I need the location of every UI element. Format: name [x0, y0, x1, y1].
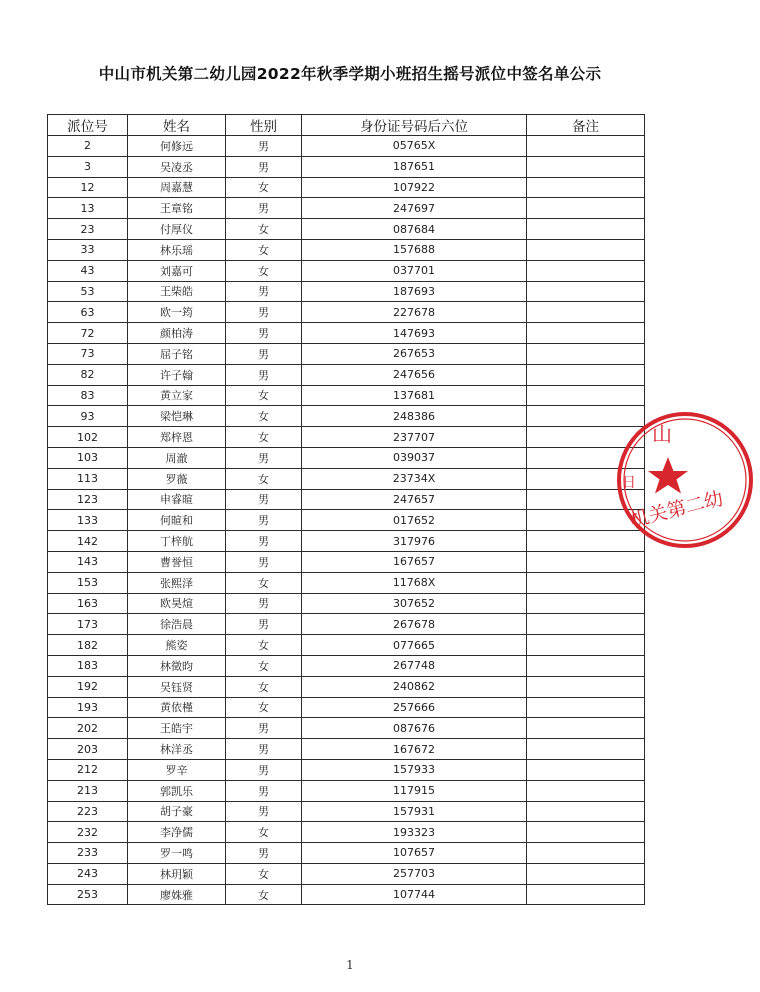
cell-lottery-number: 213: [48, 780, 128, 801]
cell-id-last-six: 257703: [302, 863, 527, 884]
cell-name: 王柴皓: [128, 281, 226, 302]
cell-gender: 女: [226, 635, 302, 656]
cell-gender: 女: [226, 822, 302, 843]
cell-remarks: [527, 739, 645, 760]
cell-id-last-six: 167672: [302, 739, 527, 760]
page-number: 1: [346, 958, 354, 972]
cell-gender: 男: [226, 281, 302, 302]
seal-text-left: 日: [622, 475, 636, 491]
cell-lottery-number: 163: [48, 593, 128, 614]
table-row: [48, 447, 645, 468]
table-row: [48, 801, 645, 822]
cell-lottery-number: 53: [48, 281, 128, 302]
cell-name: 申睿暄: [128, 489, 226, 510]
cell-gender: 男: [226, 156, 302, 177]
cell-remarks: [527, 219, 645, 240]
cell-remarks: [527, 364, 645, 385]
cell-lottery-number: 142: [48, 531, 128, 552]
cell-lottery-number: 113: [48, 468, 128, 489]
cell-gender: 男: [226, 739, 302, 760]
cell-name: 王章铭: [128, 198, 226, 219]
cell-gender: 女: [226, 655, 302, 676]
cell-gender: 男: [226, 531, 302, 552]
cell-gender: 男: [226, 136, 302, 157]
cell-id-last-six: 187693: [302, 281, 527, 302]
cell-lottery-number: 123: [48, 489, 128, 510]
cell-id-last-six: 317976: [302, 531, 527, 552]
cell-remarks: [527, 136, 645, 157]
header-gender: 性别: [226, 115, 302, 136]
cell-name: 黄依槿: [128, 697, 226, 718]
table-row: [48, 323, 645, 344]
table-row: [48, 281, 645, 302]
table-row: [48, 198, 645, 219]
table-row: [48, 697, 645, 718]
table-row: [48, 822, 645, 843]
cell-name: 林洋丞: [128, 739, 226, 760]
cell-gender: 女: [226, 863, 302, 884]
cell-gender: 男: [226, 510, 302, 531]
cell-id-last-six: 107744: [302, 884, 527, 905]
cell-lottery-number: 3: [48, 156, 128, 177]
cell-name: 罗一鸣: [128, 843, 226, 864]
cell-id-last-six: 087684: [302, 219, 527, 240]
table-row: [48, 427, 645, 448]
cell-name: 郭凯乐: [128, 780, 226, 801]
cell-name: 周嘉慧: [128, 177, 226, 198]
cell-id-last-six: 107922: [302, 177, 527, 198]
cell-lottery-number: 182: [48, 635, 128, 656]
cell-lottery-number: 103: [48, 447, 128, 468]
cell-gender: 男: [226, 489, 302, 510]
cell-gender: 男: [226, 198, 302, 219]
cell-id-last-six: 227678: [302, 302, 527, 323]
seal-star-icon: [648, 457, 688, 494]
cell-lottery-number: 203: [48, 739, 128, 760]
table-row: [48, 718, 645, 739]
cell-id-last-six: 307652: [302, 593, 527, 614]
cell-name: 黄立家: [128, 385, 226, 406]
cell-remarks: [527, 801, 645, 822]
cell-name: 曹誉恒: [128, 551, 226, 572]
cell-id-last-six: 157933: [302, 759, 527, 780]
cell-name: 颜柏涛: [128, 323, 226, 344]
cell-remarks: [527, 260, 645, 281]
cell-remarks: [527, 177, 645, 198]
cell-gender: 男: [226, 447, 302, 468]
cell-gender: 女: [226, 406, 302, 427]
seal-text-bottom: 机关第二幼: [627, 487, 726, 532]
document-title: 中山市机关第二幼儿园2022年秋季学期小班招生摇号派位中签名单公示: [98, 65, 602, 83]
cell-remarks: [527, 156, 645, 177]
cell-gender: 男: [226, 551, 302, 572]
table-row: [48, 531, 645, 552]
cell-id-last-six: 017652: [302, 510, 527, 531]
cell-remarks: [527, 572, 645, 593]
cell-name: 胡子豪: [128, 801, 226, 822]
table-row: [48, 551, 645, 572]
table-row: [48, 219, 645, 240]
cell-remarks: [527, 614, 645, 635]
cell-id-last-six: 147693: [302, 323, 527, 344]
table-row: [48, 364, 645, 385]
table-row: [48, 406, 645, 427]
cell-name: 许子翰: [128, 364, 226, 385]
table-body: [48, 136, 645, 905]
table-row: [48, 759, 645, 780]
header-lottery-number: 派位号: [48, 115, 128, 136]
header-name: 姓名: [128, 115, 226, 136]
cell-id-last-six: 248386: [302, 406, 527, 427]
cell-remarks: [527, 822, 645, 843]
cell-gender: 女: [226, 239, 302, 260]
cell-gender: 男: [226, 718, 302, 739]
cell-lottery-number: 33: [48, 239, 128, 260]
table-row: [48, 655, 645, 676]
cell-lottery-number: 83: [48, 385, 128, 406]
cell-gender: 男: [226, 801, 302, 822]
cell-gender: 男: [226, 593, 302, 614]
cell-name: 罗薇: [128, 468, 226, 489]
cell-name: 廖姝雅: [128, 884, 226, 905]
cell-name: 欧昊煊: [128, 593, 226, 614]
cell-remarks: [527, 718, 645, 739]
cell-lottery-number: 173: [48, 614, 128, 635]
cell-lottery-number: 232: [48, 822, 128, 843]
cell-gender: 男: [226, 323, 302, 344]
cell-lottery-number: 93: [48, 406, 128, 427]
cell-lottery-number: 12: [48, 177, 128, 198]
table-row: [48, 385, 645, 406]
table-row: [48, 510, 645, 531]
cell-lottery-number: 82: [48, 364, 128, 385]
cell-lottery-number: 233: [48, 843, 128, 864]
table-row: [48, 136, 645, 157]
cell-gender: 男: [226, 614, 302, 635]
header-remarks: 备注: [527, 115, 645, 136]
cell-id-last-six: 087676: [302, 718, 527, 739]
cell-lottery-number: 143: [48, 551, 128, 572]
admission-list-table: [47, 114, 645, 905]
cell-gender: 女: [226, 385, 302, 406]
table-row: [48, 739, 645, 760]
cell-lottery-number: 193: [48, 697, 128, 718]
cell-remarks: [527, 780, 645, 801]
cell-gender: 男: [226, 843, 302, 864]
cell-remarks: [527, 843, 645, 864]
cell-gender: 男: [226, 759, 302, 780]
cell-remarks: [527, 239, 645, 260]
cell-name: 王皓宇: [128, 718, 226, 739]
cell-remarks: [527, 697, 645, 718]
cell-id-last-six: 11768X: [302, 572, 527, 593]
cell-name: 周澈: [128, 447, 226, 468]
table-row: [48, 676, 645, 697]
cell-name: 林徵昀: [128, 655, 226, 676]
cell-id-last-six: 117915: [302, 780, 527, 801]
cell-gender: 男: [226, 780, 302, 801]
cell-gender: 女: [226, 219, 302, 240]
table-row: [48, 239, 645, 260]
cell-id-last-six: 257666: [302, 697, 527, 718]
cell-name: 吴钰贤: [128, 676, 226, 697]
cell-name: 郑梓恩: [128, 427, 226, 448]
table-row: [48, 343, 645, 364]
cell-name: 屈子铭: [128, 343, 226, 364]
cell-name: 熊姿: [128, 635, 226, 656]
table-row: [48, 260, 645, 281]
cell-name: 林玥颖: [128, 863, 226, 884]
cell-remarks: [527, 593, 645, 614]
cell-id-last-six: 107657: [302, 843, 527, 864]
table-row: [48, 863, 645, 884]
cell-remarks: [527, 323, 645, 344]
cell-gender: 女: [226, 676, 302, 697]
cell-id-last-six: 237707: [302, 427, 527, 448]
cell-lottery-number: 73: [48, 343, 128, 364]
cell-name: 林乐瑶: [128, 239, 226, 260]
cell-lottery-number: 72: [48, 323, 128, 344]
cell-lottery-number: 133: [48, 510, 128, 531]
table-row: [48, 614, 645, 635]
cell-id-last-six: 077665: [302, 635, 527, 656]
table-row: [48, 489, 645, 510]
table-row: [48, 156, 645, 177]
header-id-last-six: 身份证号码后六位: [302, 115, 527, 136]
cell-remarks: [527, 281, 645, 302]
cell-gender: 女: [226, 468, 302, 489]
cell-name: 何修远: [128, 136, 226, 157]
cell-lottery-number: 253: [48, 884, 128, 905]
cell-id-last-six: 157931: [302, 801, 527, 822]
cell-lottery-number: 192: [48, 676, 128, 697]
cell-id-last-six: 267678: [302, 614, 527, 635]
cell-gender: 女: [226, 177, 302, 198]
table-header-row: [48, 115, 645, 136]
table-row: [48, 780, 645, 801]
seal-text-top: 山: [652, 422, 672, 446]
cell-remarks: [527, 863, 645, 884]
cell-id-last-six: 037701: [302, 260, 527, 281]
cell-lottery-number: 153: [48, 572, 128, 593]
cell-name: 付厚仪: [128, 219, 226, 240]
cell-id-last-six: 267748: [302, 655, 527, 676]
cell-id-last-six: 187651: [302, 156, 527, 177]
cell-gender: 女: [226, 884, 302, 905]
cell-remarks: [527, 655, 645, 676]
cell-name: 李净儒: [128, 822, 226, 843]
official-seal-stamp: [610, 405, 760, 555]
cell-lottery-number: 212: [48, 759, 128, 780]
cell-gender: 男: [226, 302, 302, 323]
table-row: [48, 302, 645, 323]
cell-gender: 女: [226, 697, 302, 718]
table-row: [48, 177, 645, 198]
cell-id-last-six: 167657: [302, 551, 527, 572]
cell-gender: 男: [226, 364, 302, 385]
cell-lottery-number: 183: [48, 655, 128, 676]
cell-remarks: [527, 635, 645, 656]
cell-remarks: [527, 343, 645, 364]
cell-id-last-six: 267653: [302, 343, 527, 364]
cell-id-last-six: 23734X: [302, 468, 527, 489]
cell-lottery-number: 202: [48, 718, 128, 739]
cell-id-last-six: 247697: [302, 198, 527, 219]
cell-lottery-number: 223: [48, 801, 128, 822]
cell-gender: 女: [226, 260, 302, 281]
cell-gender: 女: [226, 427, 302, 448]
cell-lottery-number: 2: [48, 136, 128, 157]
cell-name: 何暄和: [128, 510, 226, 531]
cell-gender: 女: [226, 572, 302, 593]
cell-remarks: [527, 302, 645, 323]
cell-remarks: [527, 759, 645, 780]
cell-id-last-six: 05765X: [302, 136, 527, 157]
cell-lottery-number: 13: [48, 198, 128, 219]
cell-lottery-number: 23: [48, 219, 128, 240]
table-row: [48, 572, 645, 593]
cell-name: 徐浩晨: [128, 614, 226, 635]
cell-gender: 男: [226, 343, 302, 364]
cell-name: 刘嘉可: [128, 260, 226, 281]
table-row: [48, 843, 645, 864]
cell-remarks: [527, 676, 645, 697]
cell-lottery-number: 102: [48, 427, 128, 448]
cell-remarks: [527, 884, 645, 905]
cell-id-last-six: 240862: [302, 676, 527, 697]
cell-name: 梁恺琳: [128, 406, 226, 427]
cell-id-last-six: 137681: [302, 385, 527, 406]
cell-name: 欧一筠: [128, 302, 226, 323]
cell-id-last-six: 247656: [302, 364, 527, 385]
cell-name: 吴凌丞: [128, 156, 226, 177]
cell-id-last-six: 193323: [302, 822, 527, 843]
cell-lottery-number: 63: [48, 302, 128, 323]
table-row: [48, 468, 645, 489]
table-row: [48, 884, 645, 905]
cell-name: 丁梓航: [128, 531, 226, 552]
table-row: [48, 635, 645, 656]
cell-id-last-six: 247657: [302, 489, 527, 510]
cell-id-last-six: 039037: [302, 447, 527, 468]
cell-name: 张熙泽: [128, 572, 226, 593]
cell-name: 罗辛: [128, 759, 226, 780]
cell-id-last-six: 157688: [302, 239, 527, 260]
table-row: [48, 593, 645, 614]
cell-remarks: [527, 198, 645, 219]
cell-lottery-number: 43: [48, 260, 128, 281]
cell-lottery-number: 243: [48, 863, 128, 884]
cell-remarks: [527, 385, 645, 406]
